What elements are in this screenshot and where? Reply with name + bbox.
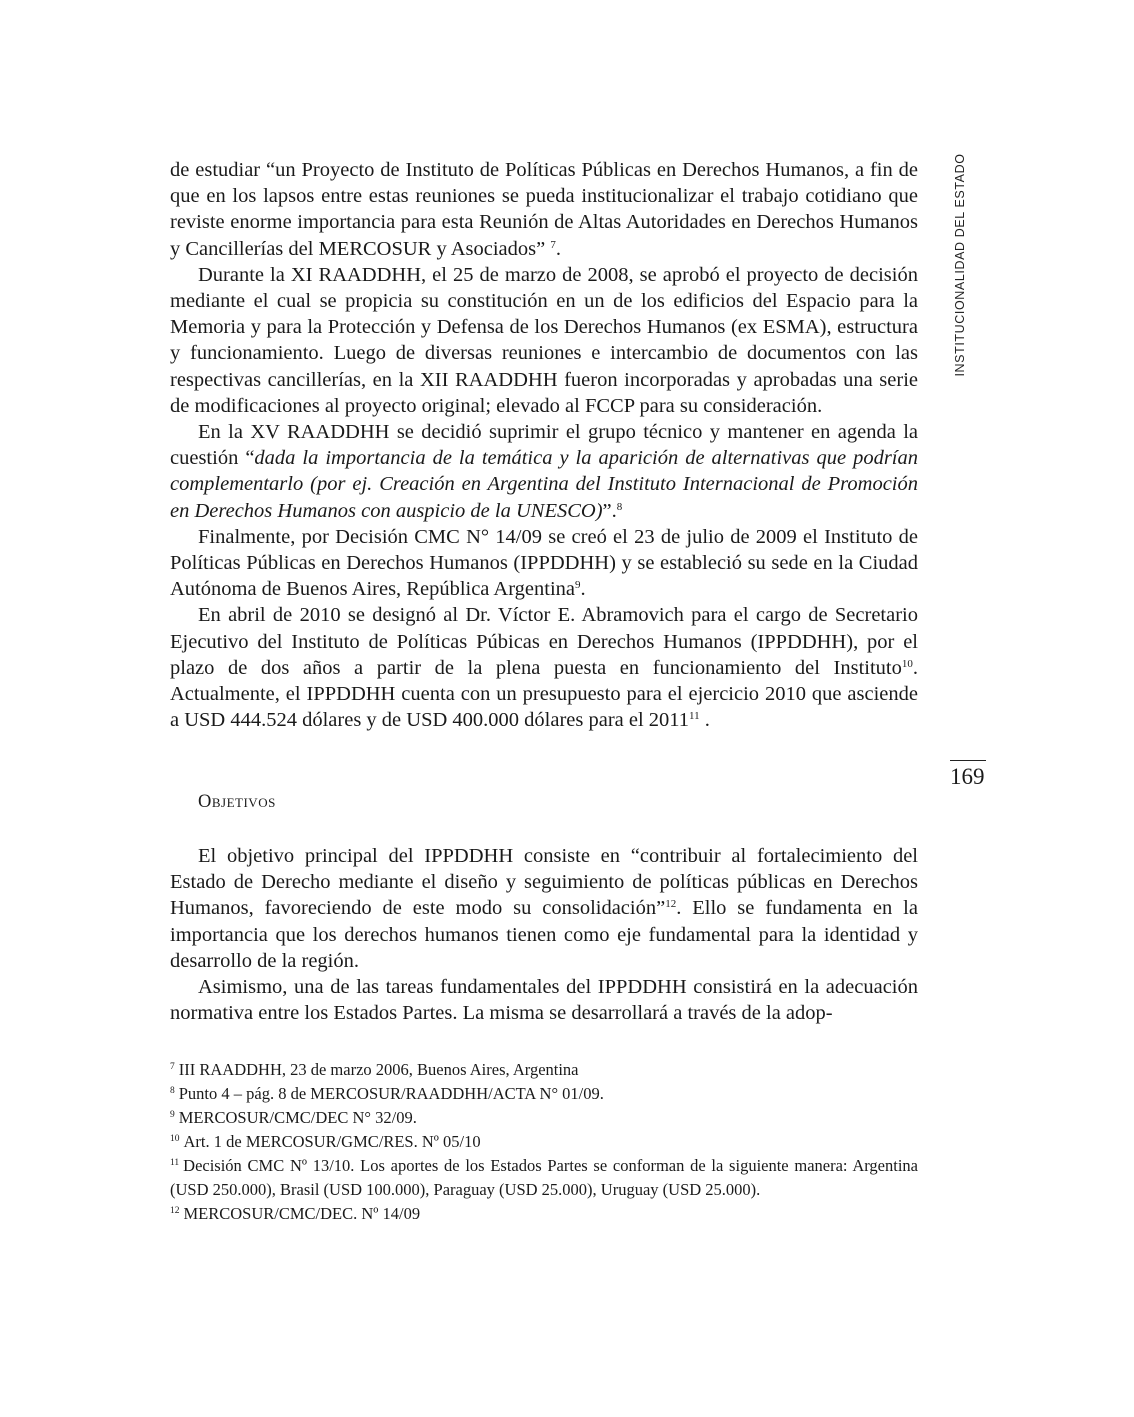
footnote-ref: 12 <box>665 898 677 911</box>
footnote <box>170 1058 918 1082</box>
body-text-lower <box>170 843 918 1026</box>
footnote-text: MERCOSUR/CMC/DEC. Nº 14/09 <box>183 1204 421 1223</box>
section-title: INSTITUCIONALIDAD DEL ESTADO <box>953 153 967 377</box>
paragraph <box>170 157 918 262</box>
paragraph <box>170 843 918 974</box>
paragraph-text: de estudiar “un Proyecto de Instituto de Políticas Públicas en Derechos Humanos, a fin de que en los lapsos entre estas reuniones se pueda institucionalizar el trabajo cotidiano que reviste enorme importancia para esta Reunión de Altas Autoridades en Derechos Humanos y Cancillerías del MERCOSUR y Asociados” <box>170 159 918 260</box>
paragraph <box>170 262 918 419</box>
footnote-ref: 8 <box>616 500 623 513</box>
footnote-text: III RAADDHH, 23 de marzo 2006, Buenos Aires, Argentina <box>178 1060 579 1079</box>
paragraph <box>170 602 918 733</box>
footnote <box>170 1106 918 1130</box>
footnote-number: 12 <box>170 1206 180 1216</box>
paragraph-text: Durante la XI RAADDHH, el 25 de marzo de 2008, se aprobó el proyecto de decisión mediante el cual se propicia su constitución en un de los edificios del Espacio para la Memoria y para la Protección y Defensa de los Derechos Humanos (ex ESMA), estructura y funcionamiento. Luego de diversas reuniones e intercambio de documentos con las respectivas cancillerías, en la XII RAADDHH fueron incorporadas y aprobadas una serie de modificaciones al proyecto original; elevado al FCCP para su consideración. <box>170 263 918 417</box>
paragraph-text: . <box>580 578 586 601</box>
running-header <box>950 155 970 375</box>
paragraph-text: En la XV RAADDHH se decidió suprimir el grupo técnico y mantener en agenda la cuestión “ <box>170 421 918 470</box>
footnote-number: 11 <box>170 1158 180 1168</box>
footnote <box>170 1082 918 1106</box>
italic-quote: dada la importancia de la temática y la aparición de alternativas que podrían complementarlo (por ej. Creación en Argentina del Instituto Internacional de Promoción en Derechos Humanos con auspicio de la UNESCO) <box>170 447 918 522</box>
paragraph-text: . Ello se fundamenta en la importancia que los derechos humanos tienen como eje fundamental para la identidad y desarrollo de la región. <box>170 897 918 972</box>
footnote-number: 7 <box>170 1062 175 1072</box>
footnote-number: 10 <box>170 1134 180 1144</box>
footnote-text: MERCOSUR/CMC/DEC N° 32/09. <box>178 1108 417 1127</box>
paragraph-text: Finalmente, por Decisión CMC N° 14/09 se creó el 23 de julio de 2009 el Instituto de Políticas Públicas en Derechos Humanos (IPPDDHH) y se estableció su sede en la Ciudad Autónoma de Buenos Aires, República Argentina <box>170 525 918 601</box>
footnote-ref: 11 <box>689 710 700 723</box>
paragraph-text: . Actualmente, el IPPDDHH cuenta con un presupuesto para el ejercicio 2010 que asciende a USD 444.524 dólares y de USD 400.000 dólares para el 2011 <box>170 656 918 732</box>
paragraph-text: El objetivo principal del IPPDDHH consiste en “contribuir al fortalecimiento del Estado de Derecho mediante el diseño y seguimiento de políticas públicas en Derechos Humanos, favoreciendo de este modo su consolidación” <box>170 845 918 920</box>
page-number-rule <box>950 760 986 761</box>
footnote-ref: 7 <box>550 238 556 251</box>
paragraph <box>170 419 918 524</box>
body-text-upper <box>170 157 918 733</box>
paragraph <box>170 524 918 603</box>
section-heading: Objetivos <box>198 792 276 812</box>
footnote-text: Punto 4 – pág. 8 de MERCOSUR/RAADDHH/ACTA N° 01/09. <box>178 1084 604 1103</box>
footnote <box>170 1154 918 1202</box>
paragraph <box>170 974 918 1026</box>
footnote-text: Decisión CMC Nº 13/10. Los aportes de los Estados Partes se conforman de la siguiente manera: Argentina (USD 250.000), Brasil (USD 100.000), Paraguay (USD 25.000), Uruguay (USD 25.000). <box>170 1156 918 1199</box>
paragraph-text: . <box>555 237 561 260</box>
footnote-ref: 9 <box>575 579 581 592</box>
footnote-number: 9 <box>170 1110 175 1120</box>
page-number: 169 <box>950 764 985 789</box>
paragraph-text: . <box>699 709 710 732</box>
footnote-number: 8 <box>170 1086 175 1096</box>
paragraph-text: Asimismo, una de las tareas fundamentales del IPPDDHH consistirá en la adecuación normativa entre los Estados Partes. La misma se desarrollará a través de la adop- <box>170 976 918 1025</box>
footnote-text: Art. 1 de MERCOSUR/GMC/RES. Nº 05/10 <box>183 1132 481 1151</box>
footnote <box>170 1202 918 1226</box>
footnotes <box>170 1058 918 1226</box>
footnote <box>170 1130 918 1154</box>
paragraph-text: ”. <box>602 499 617 522</box>
paragraph-text: En abril de 2010 se designó al Dr. Víctor E. Abramovich para el cargo de Secretario Ejecutivo del Instituto de Políticas Púbicas en Derechos Humanos (IPPDDHH), por el plazo de dos años a partir de la plena puesta en funcionamiento del Instituto <box>170 604 918 679</box>
footnote-ref: 10 <box>901 657 913 670</box>
